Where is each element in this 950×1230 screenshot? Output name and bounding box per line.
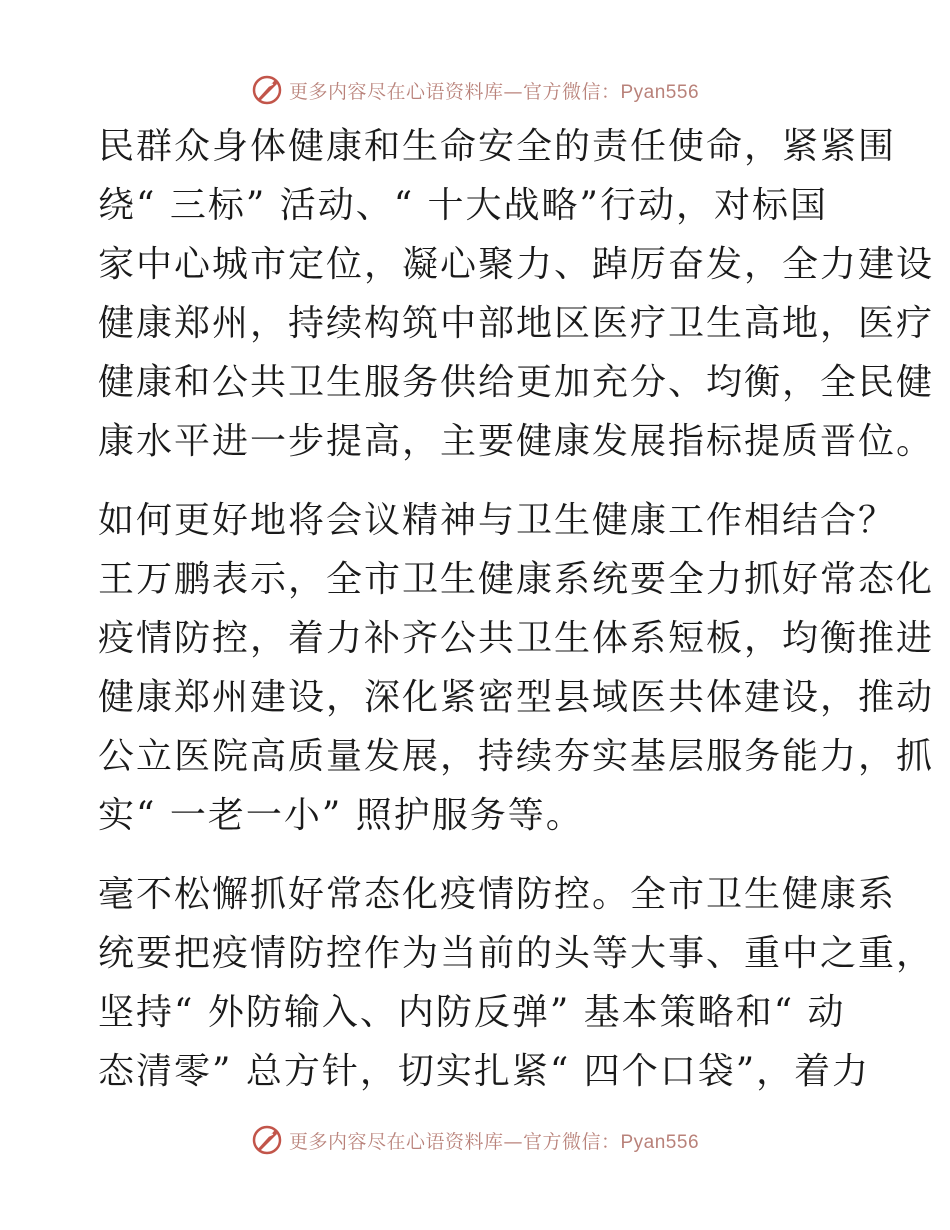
footer-watermark: [0, 1120, 950, 1160]
text-line: 毫不松懈抓好常态化疫情防控。全市卫生健康系: [98, 874, 897, 915]
text-line: 公立医院高质量发展，持续夯实基层服务能力，抓: [98, 736, 935, 777]
paragraph-3: [98, 865, 935, 1101]
paragraph-2: [98, 491, 935, 845]
document-body: [98, 117, 935, 1101]
text-line: 民群众身体健康和生命安全的责任使命，紧紧围: [98, 126, 897, 167]
text-line: 健康郑州建设，深化紧密型县域医共体建设，推动: [98, 677, 935, 718]
watermark-text: 更多内容尽在心语资料库—官方微信：Pyan556: [288, 80, 700, 103]
text-line: 坚持“ 外防输入、内防反弹” 基本策略和“ 动: [98, 992, 846, 1033]
text-line: 健康郑州，持续构筑中部地区医疗卫生高地，医疗: [98, 303, 935, 344]
paragraph-1: [98, 117, 935, 471]
text-line: 态清零” 总方针，切实扎紧“ 四个口袋”，着力: [98, 1051, 871, 1092]
text-line: 如何更好地将会议精神与卫生健康工作相结合？: [98, 500, 897, 541]
text-line: 统要把疫情防控作为当前的头等大事、重中之重，: [98, 933, 935, 974]
text-line: 绕“ 三标” 活动、“ 十大战略”行动，对标国: [98, 185, 828, 226]
text-line: 健康和公共卫生服务供给更加充分、均衡，全民健: [98, 362, 935, 403]
text-line: 康水平进一步提高，主要健康发展指标提质晋位。: [98, 421, 935, 462]
text-line: 家中心城市定位，凝心聚力、踔厉奋发，全力建设: [98, 244, 935, 285]
feather-logo-icon: [251, 1124, 283, 1156]
text-line: 王万鹏表示，全市卫生健康系统要全力抓好常态化: [98, 559, 935, 600]
text-line: 实“ 一老一小” 照护服务等。: [98, 795, 584, 836]
text-line: 疫情防控，着力补齐公共卫生体系短板，均衡推进: [98, 618, 935, 659]
feather-logo-icon: [251, 74, 283, 106]
watermark-wechat-id: Pyan556: [620, 81, 700, 103]
watermark-text: 更多内容尽在心语资料库—官方微信：Pyan556: [288, 1130, 700, 1153]
header-watermark: [0, 70, 950, 110]
watermark-wechat-id: Pyan556: [620, 1131, 700, 1153]
